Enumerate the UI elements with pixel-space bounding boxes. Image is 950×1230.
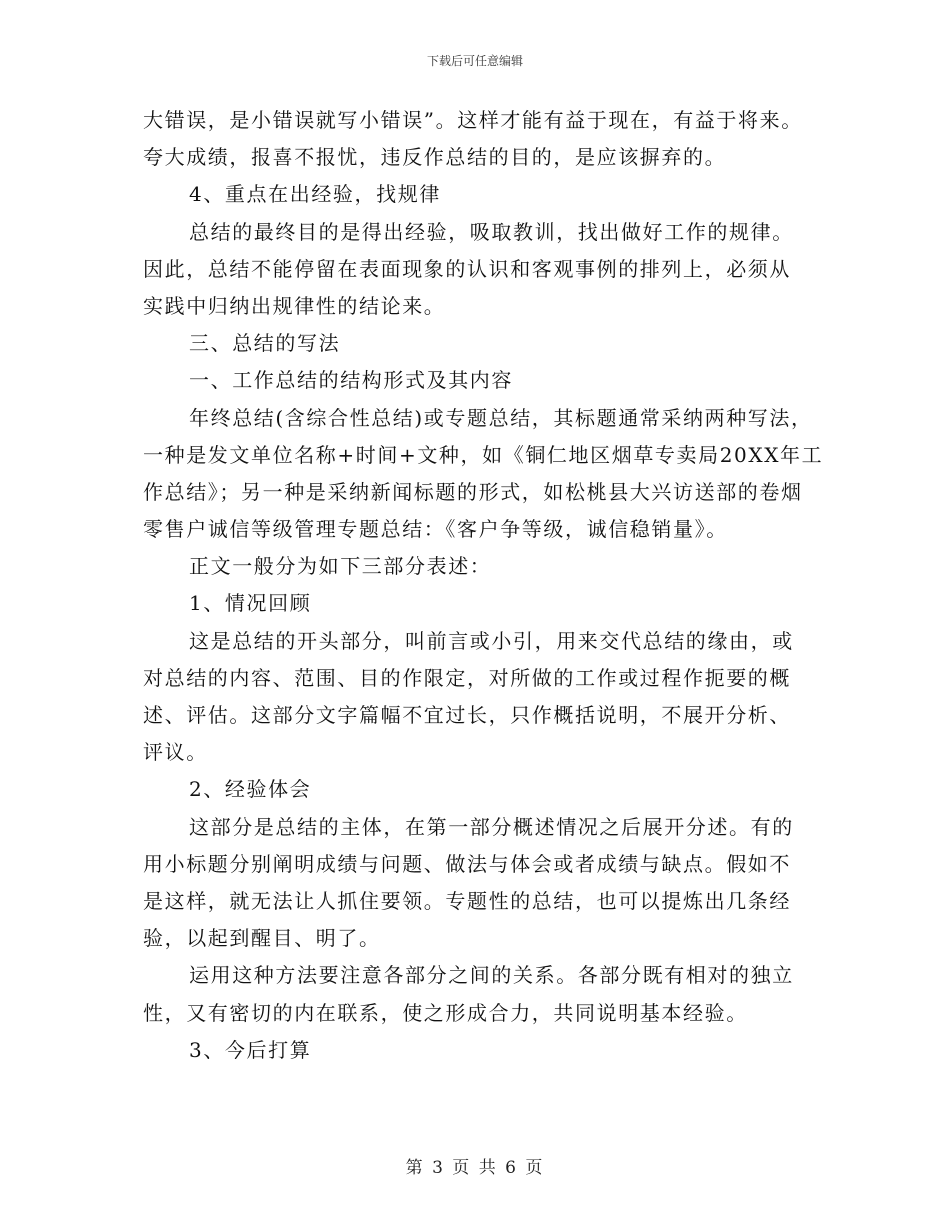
text-line: 实践中归纳出规律性的结论来。: [143, 293, 446, 318]
text-line: 4、重点在出经验，找规律: [189, 182, 441, 207]
text-line: 大错误，是小错误就写小错误”。这样才能有益于现在，有益于将来。: [143, 108, 803, 132]
text-line: 1、情况回顾: [189, 591, 312, 616]
text-line: 三、总结的写法: [189, 331, 341, 356]
text-line: 运用这种方法要注意各部分之间的关系。各部分既有相对的独立: [189, 963, 794, 988]
text-line: 性，又有密切的内在联系，使之形成合力，共同说明基本经验。: [143, 1000, 748, 1025]
text-line: 总结的最终目的是得出经验，吸取教训，找出做好工作的规律。: [189, 219, 794, 244]
text-line: 一、工作总结的结构形式及其内容: [189, 368, 513, 393]
text-line: 2、经验体会: [189, 777, 312, 802]
text-line: 正文一般分为如下三部分表述：: [189, 554, 492, 579]
page-footer: 第 3 页 共 6 页: [405, 1158, 545, 1178]
text-line: 3、今后打算: [189, 1037, 312, 1062]
text-line: 述、评估。这部分文字篇幅不宜过长，只作概括说明，不展开分析、: [143, 703, 791, 727]
text-line: 因此，总结不能停留在表面现象的认识和客观事例的排列上，必须从: [143, 256, 791, 281]
page-header: 下载后可任意编辑: [426, 54, 523, 68]
text-line: 用小标题分别阐明成绩与问题、做法与体会或者成绩与缺点。假如不: [143, 851, 791, 876]
text-line: 年终总结(含综合性总结)或专题总结，其标题通常采纳两种写法，: [189, 405, 813, 430]
text-line: 是这样，就无法让人抓住要领。专题性的总结，也可以提炼出几条经: [143, 888, 791, 913]
text-line: 评议。: [143, 740, 208, 765]
text-line: 这部分是总结的主体，在第一部分概述情况之后展开分述。有的: [189, 814, 794, 839]
text-line: 夸大成绩，报喜不报忧，违反作总结的目的，是应该摒弃的。: [143, 145, 727, 170]
text-line: 零售户诚信等级管理专题总结：《客户争等级，诚信稳销量》。: [143, 517, 728, 542]
document-body: [143, 102, 824, 1069]
text-line: 对总结的内容、范围、目的作限定，对所做的工作或过程作扼要的概: [143, 665, 791, 690]
text-line: 一种是发文单位名称+时间+文种，如《铜仁地区烟草专卖局20XX年工: [143, 442, 824, 467]
text-line: 验，以起到醒目、明了。: [143, 926, 381, 951]
text-line: 这是总结的开头部分，叫前言或小引，用来交代总结的缘由，或: [189, 628, 794, 653]
text-line: 作总结》；另一种是采纳新闻标题的形式，如松桃县大兴访送部的卷烟: [143, 479, 803, 504]
